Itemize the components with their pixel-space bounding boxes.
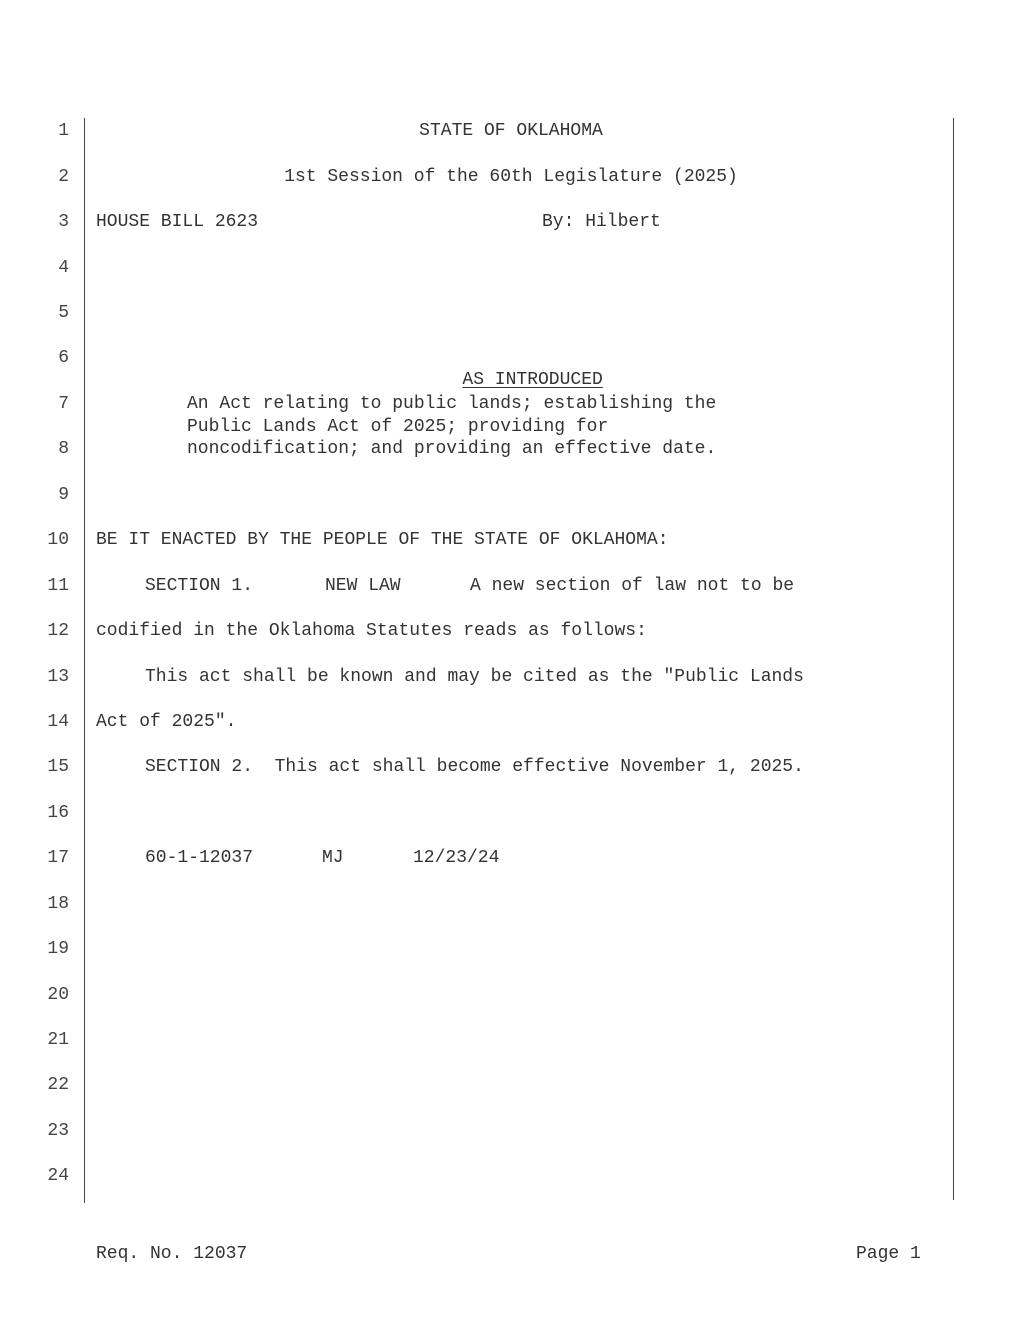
left-margin-rule <box>84 118 85 1203</box>
section-1-heading: SECTION 1. <box>145 576 254 596</box>
bill-number: HOUSE BILL 2623 <box>96 212 259 232</box>
line-number: 5 <box>58 303 69 323</box>
line-number: 8 <box>58 439 69 459</box>
page-number: Page 1 <box>856 1244 921 1264</box>
session-heading: 1st Session of the 60th Legislature (2025) <box>284 167 738 187</box>
section-1-text-cont: codified in the Oklahoma Statutes reads as follows: <box>96 621 647 641</box>
section-1-body-cont: Act of 2025". <box>96 712 237 732</box>
line-number: 12 <box>47 621 69 641</box>
right-margin-rule <box>953 118 954 1200</box>
line-number: 22 <box>47 1075 69 1095</box>
line-number: 17 <box>47 848 69 868</box>
line-number: 24 <box>47 1166 69 1186</box>
line-number: 19 <box>47 939 69 959</box>
line-number: 10 <box>47 530 69 550</box>
line-number: 15 <box>47 757 69 777</box>
drafting-code: 60-1-12037 <box>145 848 254 868</box>
section-1-text: A new section of law not to be <box>470 576 795 596</box>
line-number: 2 <box>58 167 69 187</box>
line-number: 1 <box>58 121 69 141</box>
section-1-tag: NEW LAW <box>325 576 401 596</box>
line-number: 6 <box>58 348 69 368</box>
line-number: 21 <box>47 1030 69 1050</box>
line-number: 7 <box>58 394 69 414</box>
section-1-body: This act shall be known and may be cited as the "Public Lands <box>145 667 804 687</box>
line-number: 14 <box>47 712 69 732</box>
request-number: Req. No. 12037 <box>96 1244 248 1264</box>
line-number: 18 <box>47 894 69 914</box>
line-number: 3 <box>58 212 69 232</box>
line-number: 13 <box>47 667 69 687</box>
enacting-clause: BE IT ENACTED BY THE PEOPLE OF THE STATE OF OKLAHOMA: <box>96 530 669 550</box>
line-number: 4 <box>58 258 69 278</box>
line-number: 9 <box>58 485 69 505</box>
bill-author: By: Hilbert <box>542 212 661 232</box>
bill-status-label: AS INTRODUCED <box>462 370 603 390</box>
drafting-date: 12/23/24 <box>413 848 500 868</box>
title-line: noncodification; and providing an effective date. <box>187 439 717 459</box>
title-line: Public Lands Act of 2025; providing for <box>187 417 609 437</box>
line-number: 16 <box>47 803 69 823</box>
section-2-text: SECTION 2. This act shall become effective November 1, 2025. <box>145 757 804 777</box>
title-line: An Act relating to public lands; establishing the <box>187 394 717 414</box>
line-number: 11 <box>47 576 69 596</box>
state-heading: STATE OF OKLAHOMA <box>419 121 603 141</box>
drafting-initials: MJ <box>322 848 344 868</box>
line-number: 23 <box>47 1121 69 1141</box>
line-number: 20 <box>47 985 69 1005</box>
